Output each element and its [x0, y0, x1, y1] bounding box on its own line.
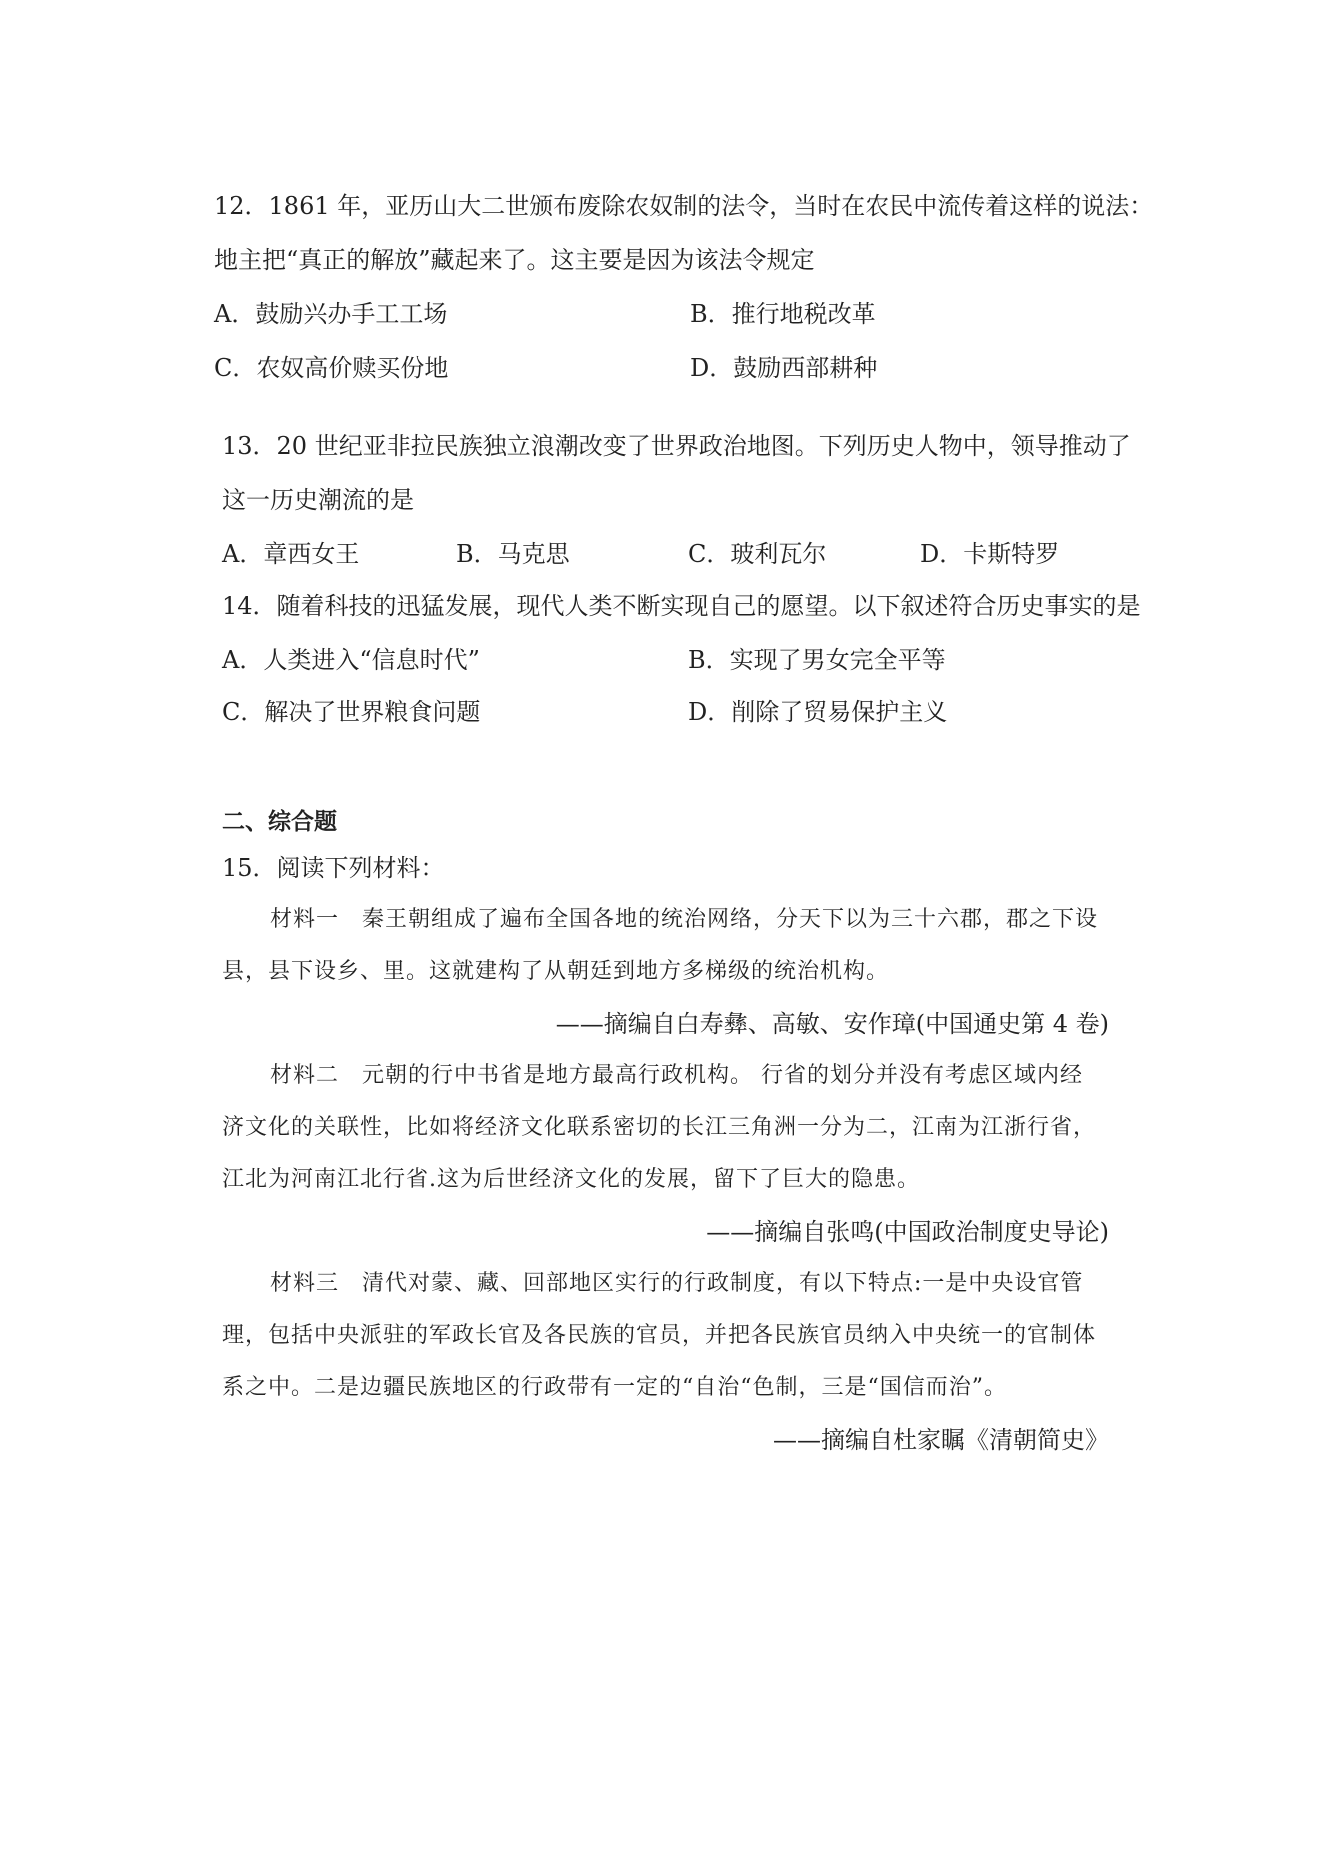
material1-source: ——摘编自白寿彝、高敏、安作璋(中国通史第 4 卷) [555, 1010, 1109, 1038]
q13-stem-line1: 13．20 世纪亚非拉民族独立浪潮改变了世界政治地图。下列历史人物中，领导推动了 [222, 432, 1131, 460]
material3-source: ——摘编自杜家瞩《清朝简史》 [773, 1426, 1109, 1454]
q13-option-a: A．章西女王 [222, 540, 360, 568]
q14-option-d: D．削除了贸易保护主义 [688, 698, 948, 726]
q13-stem-line2: 这一历史潮流的是 [222, 486, 414, 514]
q14-stem-line1: 14．随着科技的迅猛发展，现代人类不断实现自己的愿望。以下叙述符合历史事实的是 [222, 592, 1141, 620]
material3-line1: 材料三 清代对蒙、藏、回部地区实行的行政制度，有以下特点:一是中央设官管 [270, 1271, 1084, 1296]
material1-line1: 材料一 秦王朝组成了遍布全国各地的统治网络，分天下以为三十六郡，郡之下设 [270, 907, 1099, 932]
q12-option-a: A．鼓励兴办手工工场 [214, 300, 448, 328]
q13-option-b: B．马克思 [456, 540, 570, 568]
q12-option-c: C．农奴高价赎买份地 [214, 354, 449, 382]
material3-line3: 系之中。二是边疆民族地区的行政带有一定的“自治“色制，三是“国信而治”。 [222, 1375, 1007, 1400]
q14-option-b: B．实现了男女完全平等 [688, 646, 946, 674]
q14-option-a: A．人类进入“信息时代” [222, 646, 480, 674]
q13-option-d: D．卡斯特罗 [920, 540, 1060, 568]
q12-stem-line1: 12．1861 年，亚历山大二世颁布废除农奴制的法令，当时在农民中流传着这样的说法： [214, 192, 1154, 220]
q14-option-c: C．解决了世界粮食问题 [222, 698, 481, 726]
material3-line2: 理，包括中央派驻的军政长官及各民族的官员，并把各民族官员纳入中央统一的官制体 [222, 1323, 1097, 1348]
material2-line3: 江北为河南江北行省.这为后世经济文化的发展，留下了巨大的隐患。 [222, 1167, 920, 1192]
material1-line2: 县，县下设乡、里。这就建构了从朝廷到地方多梯级的统治机构。 [222, 959, 890, 984]
q13-option-c: C．玻利瓦尔 [688, 540, 827, 568]
q12-stem-line2: 地主把“真正的解放”藏起来了。这主要是因为该法令规定 [214, 246, 815, 274]
q12-option-b: B．推行地税改革 [690, 300, 876, 328]
material2-source: ——摘编自张鸣(中国政治制度史导论) [706, 1218, 1109, 1246]
material2-line2: 济文化的关联性，比如将经济文化联系密切的长江三角洲一分为二，江南为江浙行省， [222, 1115, 1097, 1140]
section2-heading: 二、综合题 [222, 809, 337, 835]
material2-line1: 材料二 元朝的行中书省是地方最高行政机构。 行省的划分并没有考虑区域内经 [270, 1063, 1083, 1088]
q12-option-d: D．鼓励西部耕种 [690, 354, 878, 382]
q15-stem: 15．阅读下列材料： [222, 854, 445, 882]
